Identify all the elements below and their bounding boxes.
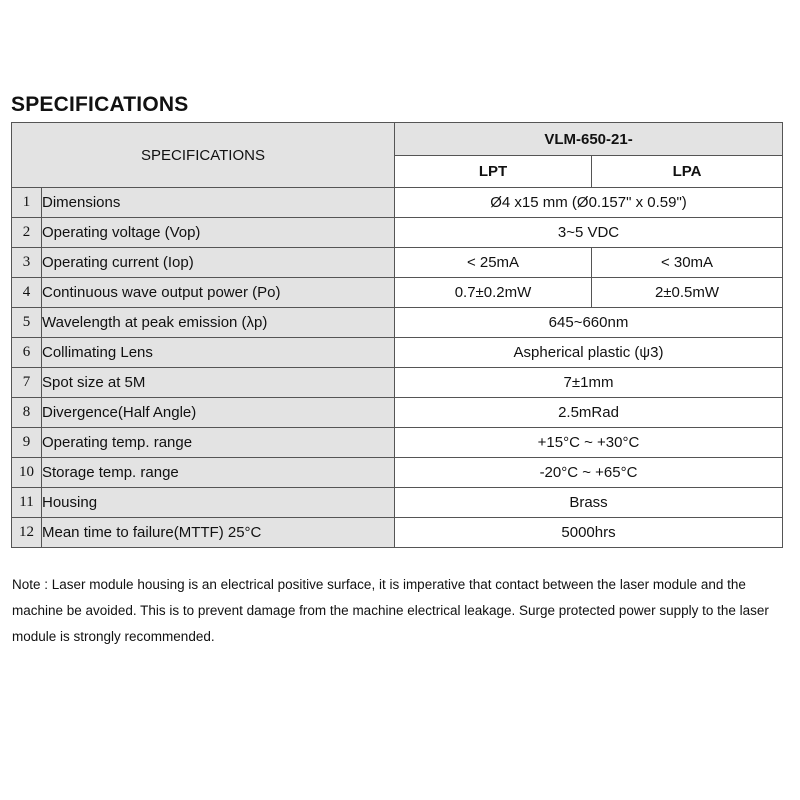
row-number: 8 — [12, 398, 42, 428]
table-row — [12, 188, 783, 218]
row-label: Operating temp. range — [42, 428, 395, 458]
table-row — [12, 368, 783, 398]
table-row — [12, 428, 783, 458]
table-row — [12, 518, 783, 548]
header-variant-lpt: LPT — [395, 156, 592, 188]
row-value-lpt: 0.7±0.2mW — [395, 278, 592, 308]
row-number: 2 — [12, 218, 42, 248]
row-label: Collimating Lens — [42, 338, 395, 368]
table-header-row — [12, 123, 783, 156]
row-value: 2.5mRad — [395, 398, 783, 428]
row-value: 3~5 VDC — [395, 218, 783, 248]
table-row — [12, 488, 783, 518]
table-row — [12, 218, 783, 248]
row-number: 11 — [12, 488, 42, 518]
row-label: Spot size at 5M — [42, 368, 395, 398]
row-value-lpa: < 30mA — [592, 248, 783, 278]
specifications-table — [11, 122, 783, 548]
row-value: Aspherical plastic (ψ3) — [395, 338, 783, 368]
row-value-lpa: 2±0.5mW — [592, 278, 783, 308]
row-value: Brass — [395, 488, 783, 518]
row-label: Storage temp. range — [42, 458, 395, 488]
table-row — [12, 278, 783, 308]
row-number: 7 — [12, 368, 42, 398]
row-number: 5 — [12, 308, 42, 338]
table-row — [12, 458, 783, 488]
page-title: SPECIFICATIONS — [11, 93, 189, 116]
table-row — [12, 308, 783, 338]
table-row — [12, 248, 783, 278]
header-variant-lpa: LPA — [592, 156, 783, 188]
row-label: Continuous wave output power (Po) — [42, 278, 395, 308]
row-value: +15°C ~ +30°C — [395, 428, 783, 458]
row-label: Housing — [42, 488, 395, 518]
row-value: -20°C ~ +65°C — [395, 458, 783, 488]
row-label: Divergence(Half Angle) — [42, 398, 395, 428]
row-label: Wavelength at peak emission (λp) — [42, 308, 395, 338]
row-label: Dimensions — [42, 188, 395, 218]
header-specifications-label: SPECIFICATIONS — [12, 123, 395, 188]
row-number: 9 — [12, 428, 42, 458]
table-row — [12, 338, 783, 368]
row-value-lpt: < 25mA — [395, 248, 592, 278]
row-value: Ø4 x15 mm (Ø0.157" x 0.59") — [395, 188, 783, 218]
note-paragraph: Note : Laser module housing is an electrical positive surface, it is imperative that contact between the laser module and the machine be avoided. This is to prevent damage from the machine electrical leakage. Surge protected power supply to the laser module is strongly recommended. — [12, 577, 769, 644]
row-number: 1 — [12, 188, 42, 218]
row-label: Operating voltage (Vop) — [42, 218, 395, 248]
table-row — [12, 398, 783, 428]
header-model-name: VLM-650-21- — [395, 123, 783, 156]
row-number: 6 — [12, 338, 42, 368]
row-number: 3 — [12, 248, 42, 278]
row-label: Mean time to failure(MTTF) 25°C — [42, 518, 395, 548]
row-number: 4 — [12, 278, 42, 308]
row-label: Operating current (Iop) — [42, 248, 395, 278]
row-number: 12 — [12, 518, 42, 548]
row-value: 7±1mm — [395, 368, 783, 398]
row-value: 5000hrs — [395, 518, 783, 548]
row-value: 645~660nm — [395, 308, 783, 338]
row-number: 10 — [12, 458, 42, 488]
